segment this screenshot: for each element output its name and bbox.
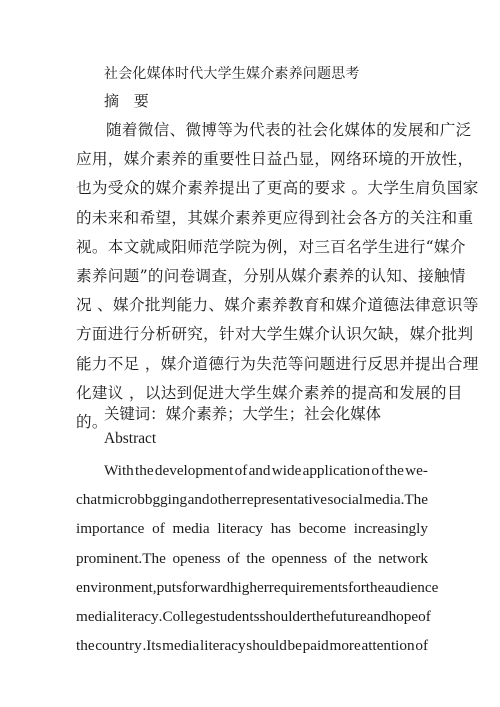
abstract-cn-line: 素养问题”的问卷调查，分别从媒介素养的认知、接触情 (76, 267, 466, 286)
abstract-en-word: media.The (363, 491, 428, 509)
abstract-en-word: for (348, 578, 366, 596)
abstract-en-word: the (76, 637, 95, 655)
abstract-en-word: chat (76, 491, 102, 509)
abstract-en-word: be (287, 637, 302, 655)
abstract-en-line (76, 485, 428, 514)
abstract-en-word: the (311, 608, 331, 626)
abstract-en-word: the (385, 462, 404, 479)
abstract-en-word: country (95, 637, 142, 655)
abstract-en-line (76, 631, 428, 660)
abstract-cn-line: 能力不足 ，媒介道德行为失范等问题进行反思并提出合理 (76, 354, 479, 373)
abstract-en-word: higher (229, 578, 269, 596)
abstract-en-word: the (365, 578, 385, 596)
abstract-en-word: openness (271, 549, 328, 567)
abstract-en-word: of (234, 462, 248, 479)
abstract-en-body (76, 456, 439, 660)
abstract-cn-line: 的未来和希望，其媒介素养更应得到社会各方的关注和重 (76, 208, 474, 227)
abstract-cn-line: 方面进行分析研究，针对大学生媒介认识欠缺，媒介批判 (76, 325, 474, 344)
abstract-cn-line: 化建议 ，以达到促进大学生媒介素养的提高和发展的目 (76, 383, 463, 402)
abstract-cn-line: 视。本文就咸阳师范学院为例，对三百名学生进行“媒介 (76, 237, 466, 256)
abstract-cn-line: 也为受众的媒介素养提出了更高的要求 。大学生肩负国家 (76, 179, 479, 198)
abstract-en-word: .Its (142, 637, 162, 655)
abstract-en-word: more (329, 637, 361, 655)
abstract-en-word: we- (405, 462, 428, 479)
abstract-en-word: putsforward (156, 578, 230, 596)
abstract-en-heading: Abstract (104, 430, 157, 447)
abstract-en-word: paid (302, 637, 329, 655)
abstract-en-word: attention (361, 637, 415, 655)
abstract-en-word: network (378, 549, 428, 567)
abstract-en-word: has (270, 520, 291, 538)
abstract-en-word: development (154, 462, 234, 479)
abstract-en-line (76, 544, 428, 573)
abstract-en-line (76, 602, 431, 631)
abstract-cn-body (76, 116, 479, 437)
abstract-cn-line: 应用，媒介素养的重要性日益凸显，网络环境的开放性， (76, 150, 474, 169)
abstract-cn-heading: 摘 要 (104, 92, 154, 110)
abstract-en-word: and (248, 462, 271, 479)
abstract-en-word: representative (241, 491, 327, 509)
abstract-en-word: students (209, 608, 260, 626)
abstract-en-word: social (327, 491, 363, 509)
abstract-en-line (76, 456, 428, 485)
abstract-en-word: importance (76, 520, 145, 538)
abstract-en-word: environment, (76, 578, 157, 596)
abstract-en-word: of (418, 608, 431, 626)
abstract-en-word: of (227, 549, 240, 567)
abstract-en-word: become (298, 520, 346, 538)
abstract-en-word: of (371, 462, 385, 479)
abstract-en-word: the (353, 549, 372, 567)
abstract-en-word: literacy (217, 520, 263, 538)
abstract-en-word: other (210, 491, 242, 509)
abstract-en-line (76, 573, 439, 602)
abstract-en-word: the (246, 549, 265, 567)
keywords-line: 关键词：媒介素养；大学生；社会化媒体 (104, 405, 382, 423)
abstract-en-word: should (246, 637, 287, 655)
abstract-en-word: the (135, 462, 154, 479)
abstract-en-word: of (152, 520, 165, 538)
abstract-en-word: openess (172, 549, 221, 567)
abstract-en-word: of (415, 637, 428, 655)
abstract-en-line (76, 514, 428, 543)
abstract-en-word: requirements (268, 578, 349, 596)
abstract-cn-line: 随着微信、微博等为代表的社会化媒体的发展和广泛 (106, 121, 472, 139)
abstract-en-word: literacy (113, 608, 159, 626)
abstract-en-word: and (366, 608, 389, 626)
page-title: 社会化媒体时代大学生媒介素养问题思考 (104, 66, 360, 82)
abstract-en-word: microbbgging (101, 491, 188, 509)
abstract-en-word: prominent.The (76, 549, 166, 567)
abstract-en-word: application (302, 462, 371, 479)
abstract-en-word: wide (271, 462, 302, 479)
abstract-en-word: media (76, 608, 114, 626)
abstract-en-word: literacy (200, 637, 246, 655)
abstract-en-word: media (162, 637, 200, 655)
abstract-en-word: future (330, 608, 367, 626)
abstract-en-word: shoulder (259, 608, 312, 626)
abstract-en-word: With (104, 462, 134, 479)
abstract-en-word: audience (384, 578, 439, 596)
abstract-cn-line: 况 、媒介批判能力、媒介素养教育和媒介道德法律意识等 (76, 296, 479, 315)
abstract-en-word: hope (388, 608, 419, 626)
abstract-en-word: increasingly (353, 520, 428, 538)
abstract-en-word: and (187, 491, 210, 509)
abstract-en-word: media (172, 520, 210, 538)
abstract-cn-line: 的。 (76, 413, 108, 432)
abstract-en-word: .College (158, 608, 210, 626)
abstract-en-word: of (333, 549, 347, 567)
